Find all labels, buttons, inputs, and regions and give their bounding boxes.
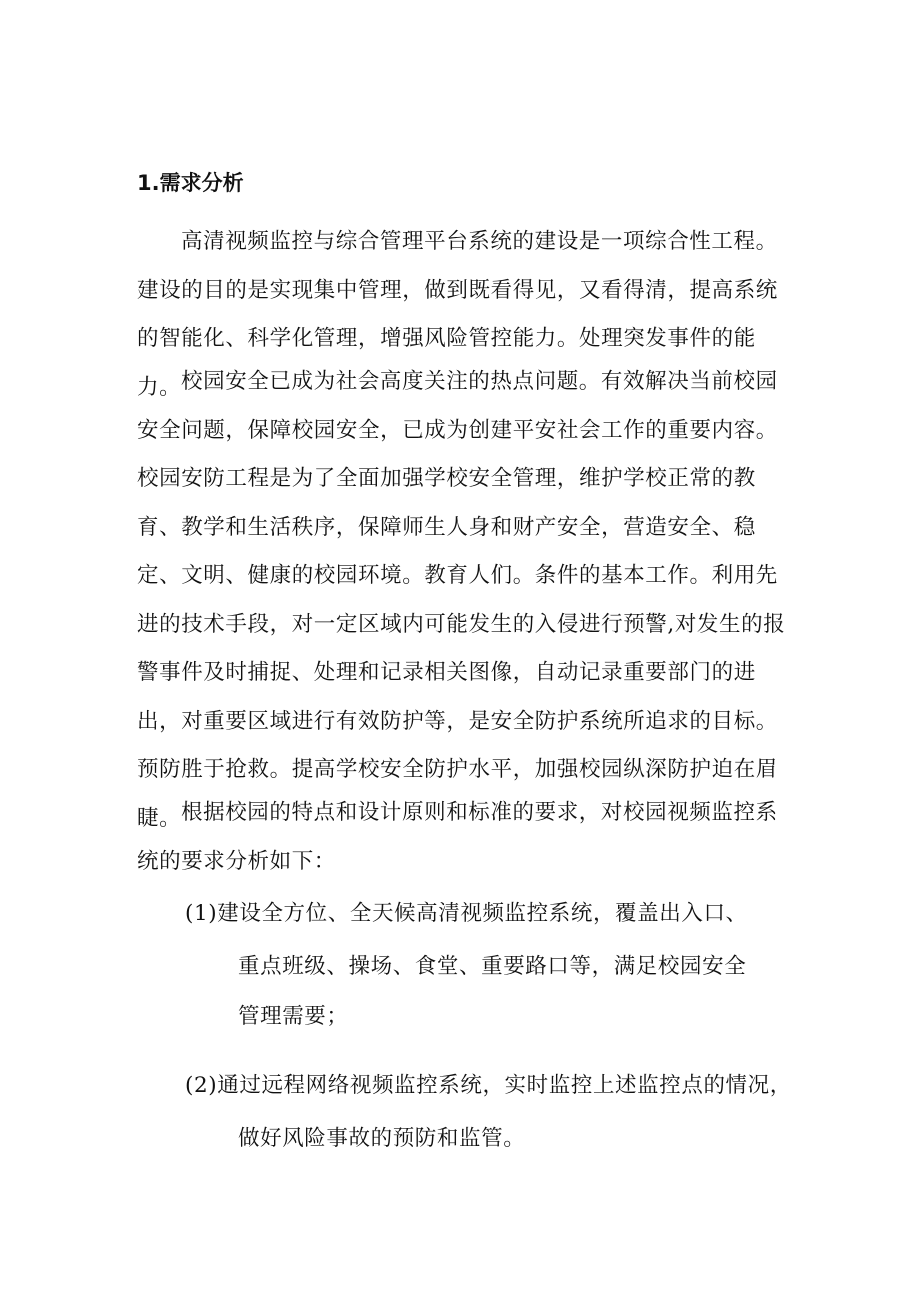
paragraph-1: 高清视频监控与综合管理平台系统的建设是一项综合性工程。建设的目的是实现集中管理，做到既看得见，又看得清，提高系统的智能化、科学化管理，增强风险管控能力。处理突发事件的能力。: [137, 229, 778, 400]
paragraph-2: 校园安全已成为社会高度关注的热点问题。有效解决当前校园安全问题，保障校园安全，已成为创建平安社会工作的重要内容。校园安防工程是为了全面加强学校安全管理，维护学校正常的教育、教学和生活秩序，保障师生人身和财产安全，营造安全、稳定、文明、健康的校园环境。教育人们。条件的基本工作。利用先进的技术手段，对一定区域内可能发生的入侵进行预警,对发生的报警事件及时捕捉、处理和记录相关图像，自动记录重要部门的进出，对重要区域进行有效防护等，是安全防护系统所追求的目标。预防胜于抢救。提高学校安全防护水平，加强校园纵深防护迫在眉睫。: [137, 369, 786, 831]
list-item-2-line-1: (2)通过远程网络视频监控系统，实时监控上述监控点的情况，: [185, 1073, 792, 1098]
list-item-1-line-1: (1)建设全方位、全天候高清视频监控系统，覆盖出入口、: [185, 901, 748, 926]
list-item-2-line-2: 做好风险事故的预防和监管。: [238, 1126, 526, 1151]
list-item-1-line-3: 管理需要；: [238, 1004, 349, 1029]
section-heading: 1.需求分析: [137, 171, 244, 195]
paragraph-3: 根据校园的特点和设计原则和标准的要求，对校园视频监控系统的要求分析如下：: [137, 800, 778, 874]
list-item-1-line-2: 重点班级、操场、食堂、重要路口等，满足校园安全: [238, 954, 747, 979]
